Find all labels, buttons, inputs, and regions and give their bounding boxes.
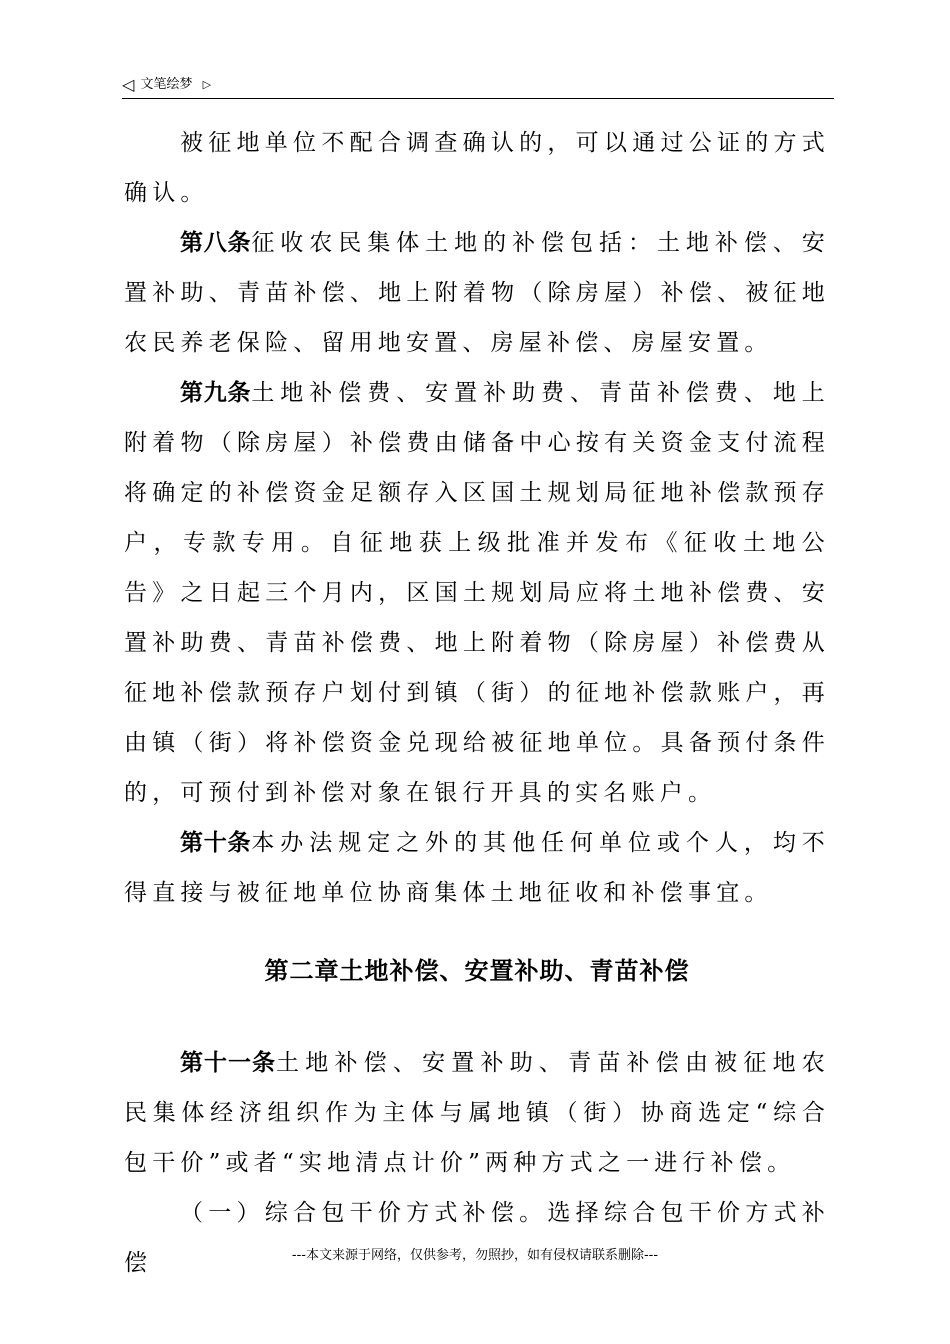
paragraph-continuation: 被征地单位不配合调查确认的，可以通过公证的方式确认。 — [124, 130, 830, 206]
footer-notice: ---本文来源于网络，仅供参考，勿照抄，如有侵权请联系删除--- — [291, 1248, 659, 1263]
page-header — [122, 74, 834, 99]
article-8 — [124, 218, 830, 368]
article-9 — [124, 368, 830, 818]
clause-1: （一）综合包干价方式补偿。选择综合包干价方式补偿 — [124, 1200, 830, 1276]
header-brand: 文笔绘梦 — [140, 77, 193, 92]
article-11-label: 第十一条 — [180, 1050, 277, 1076]
article-11 — [124, 1038, 830, 1188]
article-8-label: 第八条 — [180, 230, 252, 256]
right-triangle-icon: ▷ — [202, 78, 212, 91]
article-9-text: 土地补偿费、安置补助费、青苗补偿费、地上附着物（除房屋）补偿费由储备中心按有关资金支付流程将确定的补偿资金足额存入区国土规划局征地补偿款预存户，专款专用。自征地获上级批准并发布《征收土地公告》之日起三个月内，区国土规划局应将土地补偿费、安置补助费、青苗补偿费、地上附着物（除房屋）补偿费从征地补偿款预存户划付到镇（街）的征地补偿款账户，再由镇（街）将补偿资金兑现给被征地单位。具备预付条件的，可预付到补偿对象在银行开具的实名账户。 — [124, 380, 831, 806]
chapter-title: 第二章土地补偿、安置补助、青苗补偿 — [264, 957, 690, 985]
article-8-text: 征收农民集体土地的补偿包括：土地补偿、安置补助、青苗补偿、地上附着物（除房屋）补偿、被征地农民养老保险、留用地安置、房屋补偿、房屋安置。 — [124, 230, 831, 356]
article-10-label: 第十条 — [180, 830, 252, 856]
left-triangle-icon: ◁ — [122, 75, 135, 94]
article-10 — [124, 818, 830, 918]
article-11-text: 土地补偿、安置补助、青苗补偿由被征地农民集体经济组织作为主体与属地镇（街）协商选定“综合包干价”或者“实地清点计价”两种方式之一进行补偿。 — [124, 1050, 831, 1176]
article-9-label: 第九条 — [180, 380, 252, 406]
document-body — [124, 118, 830, 1288]
article-10-text: 本办法规定之外的其他任何单位或个人，均不得直接与被征地单位协商集体土地征收和补偿事宜。 — [124, 830, 831, 906]
